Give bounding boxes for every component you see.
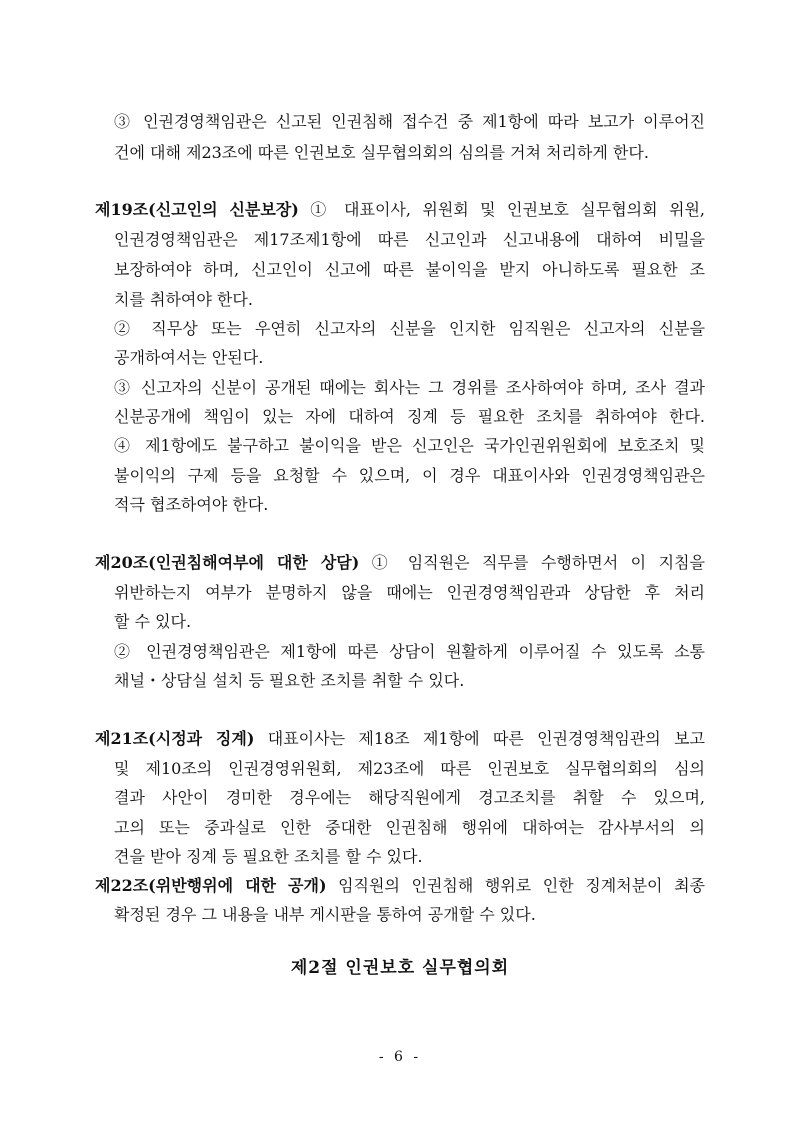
article-first-line	[95, 200, 705, 220]
paragraph-line: 위반하는지 여부가 분명하지 않을 때에는 인권경영책임관과 상담한 후 처리	[114, 583, 705, 602]
paragraph-line: ③ 인권경영책임관은 신고된 인권침해 접수건 중 제1항에 따라 보고가 이루어진	[114, 112, 705, 131]
article-heading: 제22조(위반행위에 대한 공개)	[95, 876, 327, 895]
article-text: 대표이사는 제18조 제1항에 따른 인권경영책임관의 보고	[254, 729, 705, 748]
section-title: 제2절 인권보호 실무협의회	[290, 958, 510, 978]
paragraph-line: 인권경영책임관은 제17조제1항에 따른 신고인과 신고내용에 대하여 비밀을	[114, 230, 705, 249]
paragraph-line: 및 제10조의 인권경영위원회, 제23조에 따른 인권보호 실무협의회의 심의	[114, 759, 705, 778]
paragraph-line: 확정된 경우 그 내용을 내부 게시판을 통하여 공개할 수 있다.	[114, 905, 536, 924]
paragraph-line: 견을 받아 징계 등 필요한 조치를 할 수 있다.	[114, 847, 423, 866]
paragraph-line: 공개하여서는 안된다.	[114, 348, 264, 367]
paragraph-line: ③ 신고자의 신분이 공개된 때에는 회사는 그 경위를 조사하여야 하며, 조사 결과	[114, 378, 705, 397]
article-first-line	[95, 876, 705, 896]
paragraph-line: ② 인권경영책임관은 제1항에 따른 상담이 원활하게 이루어질 수 있도록 소통	[114, 642, 705, 661]
article-heading: 제20조(인권침해여부에 대한 상담)	[95, 553, 360, 572]
paragraph-line: ② 직무상 또는 우연히 신고자의 신분을 인지한 임직원은 신고자의 신분을	[114, 319, 705, 338]
paragraph-line: 불이익의 구제 등을 요청할 수 있으며, 이 경우 대표이사와 인권경영책임관은	[114, 466, 705, 485]
article-first-line	[95, 553, 705, 573]
page-number: - 6 -	[378, 1049, 422, 1065]
paragraph-line: 신분공개에 책임이 있는 자에 대하여 징계 등 필요한 조치를 취하여야 한다.	[114, 407, 705, 426]
paragraph-line: 결과 사안이 경미한 경우에는 해당직원에게 경고조치를 취할 수 있으며,	[114, 788, 705, 807]
article-heading: 제19조(신고인의 신분보장)	[95, 200, 299, 219]
paragraph-line: ④ 제1항에도 불구하고 불이익을 받은 신고인은 국가인권위원회에 보호조치 및	[114, 436, 705, 455]
paragraph-line: 건에 대해 제23조에 따른 인권보호 실무협의회의 심의를 거쳐 처리하게 한다.	[114, 143, 649, 162]
paragraph-line: 할 수 있다.	[114, 612, 192, 631]
article-first-line	[95, 729, 705, 749]
paragraph-line: 적극 협조하여야 한다.	[114, 495, 269, 514]
paragraph-line: 채널・상담실 설치 등 필요한 조치를 취할 수 있다.	[114, 671, 465, 690]
paragraph-line: 보장하여야 하며, 신고인이 신고에 따른 불이익을 받지 아니하도록 필요한 조	[114, 260, 705, 279]
article-text: ① 임직원은 직무를 수행하면서 이 지침을	[359, 553, 706, 572]
article-heading: 제21조(시정과 징계)	[95, 729, 255, 748]
article-text: 임직원의 인권침해 행위로 인한 징계처분이 최종	[326, 876, 705, 895]
paragraph-line: 고의 또는 중과실로 인한 중대한 인권침해 행위에 대하여는 감사부서의 의	[114, 818, 705, 837]
article-text: ① 대표이사, 위원회 및 인권보호 실무협의회 위원,	[298, 200, 705, 219]
paragraph-line: 치를 취하여야 한다.	[114, 290, 253, 309]
